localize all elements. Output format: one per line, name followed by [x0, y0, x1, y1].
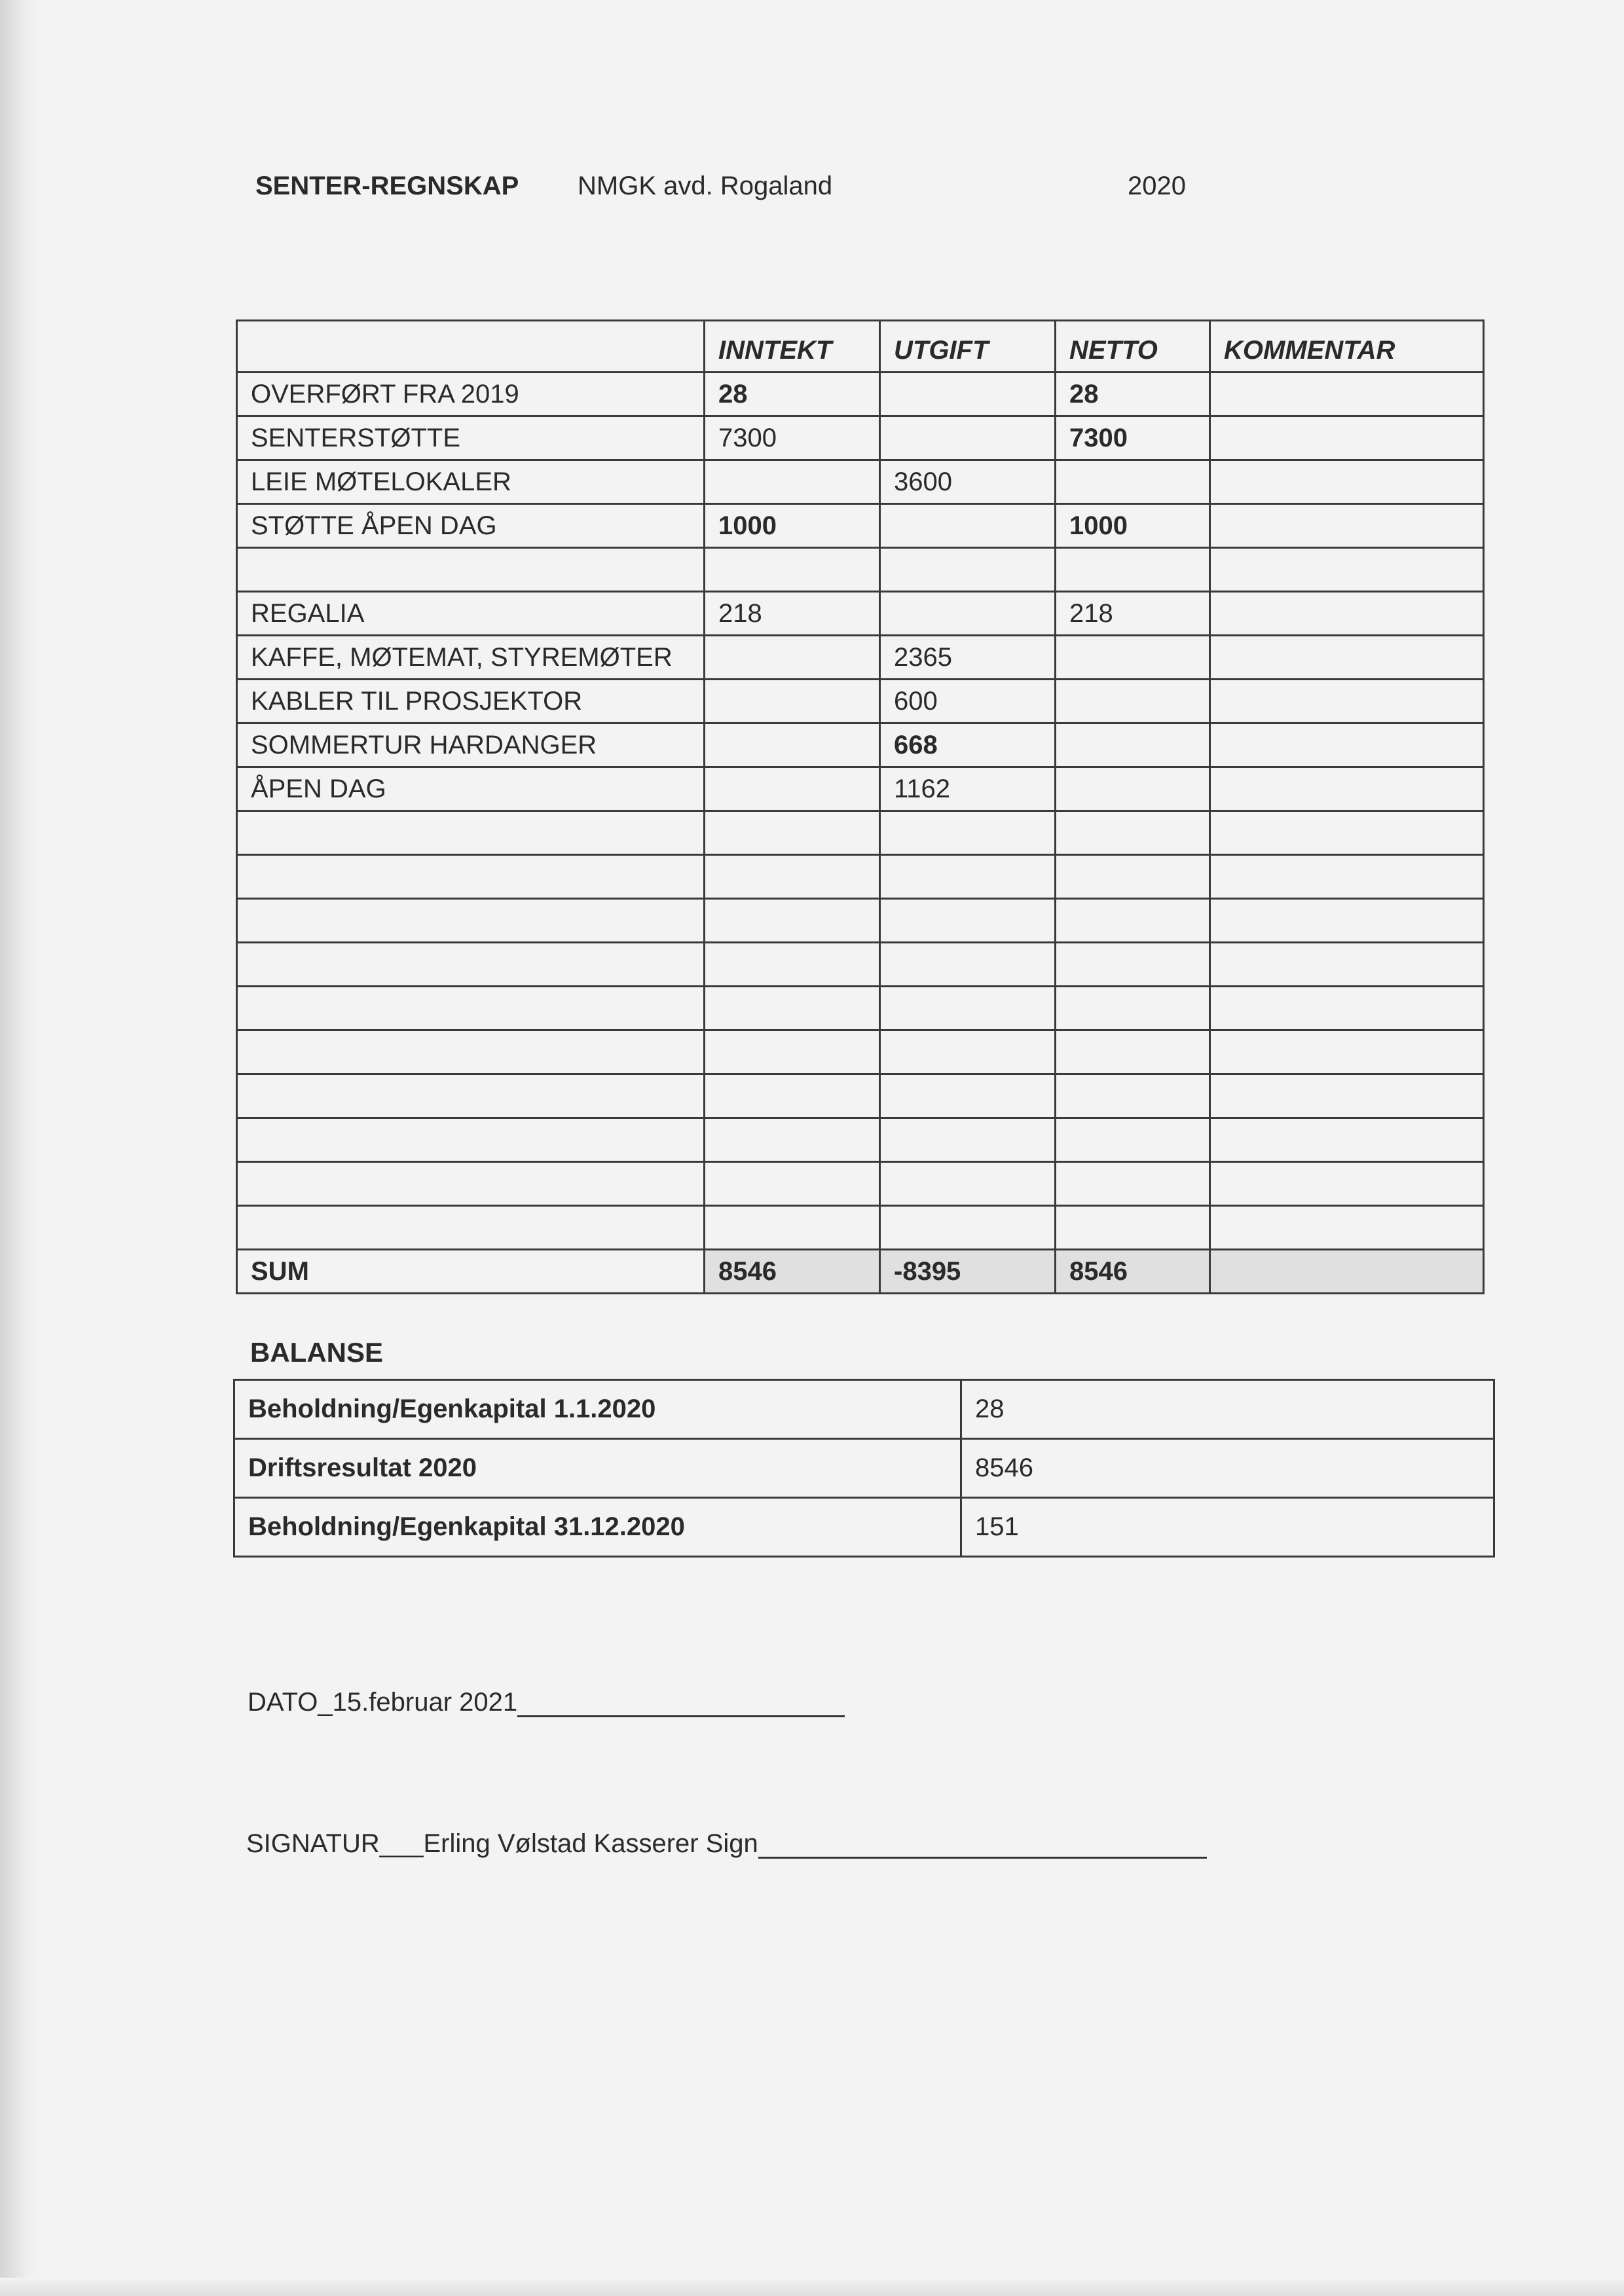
cell-utgift: 600 [880, 680, 1056, 723]
empty-cell [1210, 855, 1484, 899]
table-row [237, 548, 1484, 592]
empty-cell [1210, 987, 1484, 1030]
cell-netto [1056, 460, 1210, 504]
cell-kommentar [1210, 636, 1484, 680]
empty-cell [1056, 811, 1210, 855]
empty-cell [705, 943, 880, 987]
table-row [237, 373, 1484, 416]
cell-kommentar [1210, 373, 1484, 416]
empty-row [237, 1074, 1484, 1118]
cell-kommentar [1210, 548, 1484, 592]
scan-bottom-edge [0, 2278, 1624, 2296]
cell-netto [1056, 723, 1210, 767]
empty-cell [880, 1074, 1056, 1118]
date-label: DATO_ [248, 1688, 333, 1717]
balance-value: 151 [961, 1498, 1494, 1557]
table-row [237, 592, 1484, 636]
empty-cell [237, 987, 705, 1030]
empty-row [237, 1118, 1484, 1162]
empty-cell [880, 987, 1056, 1030]
cell-inntekt: 28 [705, 373, 880, 416]
cell-utgift [880, 373, 1056, 416]
balance-label: Driftsresultat 2020 [234, 1439, 961, 1498]
cell-kommentar [1210, 680, 1484, 723]
cell-utgift: 3600 [880, 460, 1056, 504]
table-row [237, 504, 1484, 548]
cell-label: STØTTE ÅPEN DAG [237, 504, 705, 548]
signature-underline [758, 1829, 1207, 1859]
organization-name: NMGK avd. Rogaland [578, 172, 833, 200]
cell-inntekt [705, 636, 880, 680]
cell-label: LEIE MØTELOKALER [237, 460, 705, 504]
empty-cell [1056, 1118, 1210, 1162]
empty-cell [1210, 1162, 1484, 1206]
document-title: SENTER-REGNSKAP [255, 172, 519, 200]
sum-inntekt: 8546 [705, 1250, 880, 1294]
cell-netto [1056, 636, 1210, 680]
cell-kommentar [1210, 767, 1484, 811]
balance-row [234, 1380, 1494, 1439]
empty-cell [237, 1162, 705, 1206]
cell-utgift: 668 [880, 723, 1056, 767]
empty-cell [1210, 1118, 1484, 1162]
table-row [237, 723, 1484, 767]
empty-cell [705, 1118, 880, 1162]
table-row [237, 416, 1484, 460]
document-year: 2020 [1128, 172, 1186, 200]
cell-netto: 28 [1056, 373, 1210, 416]
empty-row [237, 943, 1484, 987]
cell-netto [1056, 680, 1210, 723]
balance-table [233, 1379, 1495, 1558]
empty-row [237, 855, 1484, 899]
table-row [237, 680, 1484, 723]
cell-label: OVERFØRT FRA 2019 [237, 373, 705, 416]
empty-cell [237, 855, 705, 899]
empty-cell [1056, 1030, 1210, 1074]
empty-cell [1056, 899, 1210, 943]
empty-cell [1210, 1074, 1484, 1118]
empty-cell [705, 811, 880, 855]
accounts-table [236, 319, 1485, 1294]
cell-inntekt [705, 723, 880, 767]
balance-row [234, 1439, 1494, 1498]
cell-inntekt [705, 460, 880, 504]
cell-inntekt [705, 767, 880, 811]
cell-utgift [880, 548, 1056, 592]
empty-cell [705, 1206, 880, 1250]
header-cell-kommentar: KOMMENTAR [1210, 321, 1484, 373]
cell-netto: 218 [1056, 592, 1210, 636]
cell-utgift [880, 504, 1056, 548]
accounts-table-header [237, 321, 1484, 373]
cell-label [237, 548, 705, 592]
sum-utgift: -8395 [880, 1250, 1056, 1294]
date-line [248, 1688, 845, 1717]
date-value: 15.februar 2021 [332, 1688, 518, 1717]
cell-label: SOMMERTUR HARDANGER [237, 723, 705, 767]
cell-label: REGALIA [237, 592, 705, 636]
sum-row [237, 1250, 1484, 1294]
empty-row [237, 1162, 1484, 1206]
empty-cell [1210, 1206, 1484, 1250]
table-row [237, 460, 1484, 504]
cell-kommentar [1210, 504, 1484, 548]
cell-label: KABLER TIL PROSJEKTOR [237, 680, 705, 723]
sum-label: SUM [237, 1250, 705, 1294]
cell-label: SENTERSTØTTE [237, 416, 705, 460]
cell-netto [1056, 767, 1210, 811]
empty-row [237, 899, 1484, 943]
cell-netto [1056, 548, 1210, 592]
empty-cell [1056, 987, 1210, 1030]
empty-cell [1210, 1030, 1484, 1074]
empty-row [237, 987, 1484, 1030]
header-cell-inntekt: INNTEKT [705, 321, 880, 373]
cell-kommentar [1210, 592, 1484, 636]
cell-inntekt: 218 [705, 592, 880, 636]
cell-utgift [880, 592, 1056, 636]
signature-value: Erling Vølstad Kasserer Sign [423, 1829, 758, 1858]
empty-cell [705, 1030, 880, 1074]
empty-row [237, 811, 1484, 855]
empty-cell [1056, 1206, 1210, 1250]
empty-cell [1056, 1074, 1210, 1118]
empty-cell [1056, 1162, 1210, 1206]
empty-cell [1210, 899, 1484, 943]
empty-cell [880, 1118, 1056, 1162]
balance-label: Beholdning/Egenkapital 1.1.2020 [234, 1380, 961, 1439]
empty-cell [1210, 943, 1484, 987]
empty-cell [880, 1162, 1056, 1206]
empty-cell [880, 811, 1056, 855]
header-cell-label [237, 321, 705, 373]
empty-cell [1056, 855, 1210, 899]
table-row [237, 767, 1484, 811]
empty-cell [705, 899, 880, 943]
header-cell-utgift: UTGIFT [880, 321, 1056, 373]
cell-inntekt [705, 548, 880, 592]
empty-cell [705, 987, 880, 1030]
empty-cell [880, 899, 1056, 943]
cell-kommentar [1210, 723, 1484, 767]
cell-kommentar [1210, 416, 1484, 460]
cell-inntekt: 7300 [705, 416, 880, 460]
sum-kommentar [1210, 1250, 1484, 1294]
empty-cell [1210, 811, 1484, 855]
empty-cell [237, 1118, 705, 1162]
empty-cell [880, 943, 1056, 987]
empty-cell [880, 1030, 1056, 1074]
empty-row [237, 1206, 1484, 1250]
cell-utgift: 1162 [880, 767, 1056, 811]
scan-left-edge [0, 0, 39, 2296]
signature-label: SIGNATUR___ [246, 1829, 424, 1858]
cell-netto: 7300 [1056, 416, 1210, 460]
empty-cell [237, 1206, 705, 1250]
empty-cell [237, 943, 705, 987]
empty-cell [237, 899, 705, 943]
empty-cell [705, 1074, 880, 1118]
balance-value: 8546 [961, 1439, 1494, 1498]
empty-cell [880, 855, 1056, 899]
empty-cell [237, 811, 705, 855]
cell-inntekt [705, 680, 880, 723]
date-underline [517, 1688, 845, 1717]
signature-line [246, 1829, 1207, 1859]
cell-netto: 1000 [1056, 504, 1210, 548]
balanse-title: BALANSE [250, 1337, 384, 1368]
empty-cell [1056, 943, 1210, 987]
empty-cell [237, 1074, 705, 1118]
header-cell-netto: NETTO [1056, 321, 1210, 373]
empty-cell [237, 1030, 705, 1074]
cell-kommentar [1210, 460, 1484, 504]
sum-netto: 8546 [1056, 1250, 1210, 1294]
balance-label: Beholdning/Egenkapital 31.12.2020 [234, 1498, 961, 1557]
empty-row [237, 1030, 1484, 1074]
empty-cell [705, 1162, 880, 1206]
empty-cell [880, 1206, 1056, 1250]
balance-value: 28 [961, 1380, 1494, 1439]
cell-label: ÅPEN DAG [237, 767, 705, 811]
cell-inntekt: 1000 [705, 504, 880, 548]
table-row [237, 636, 1484, 680]
balance-row [234, 1498, 1494, 1557]
cell-utgift: 2365 [880, 636, 1056, 680]
empty-cell [705, 855, 880, 899]
cell-label: KAFFE, MØTEMAT, STYREMØTER [237, 636, 705, 680]
cell-utgift [880, 416, 1056, 460]
